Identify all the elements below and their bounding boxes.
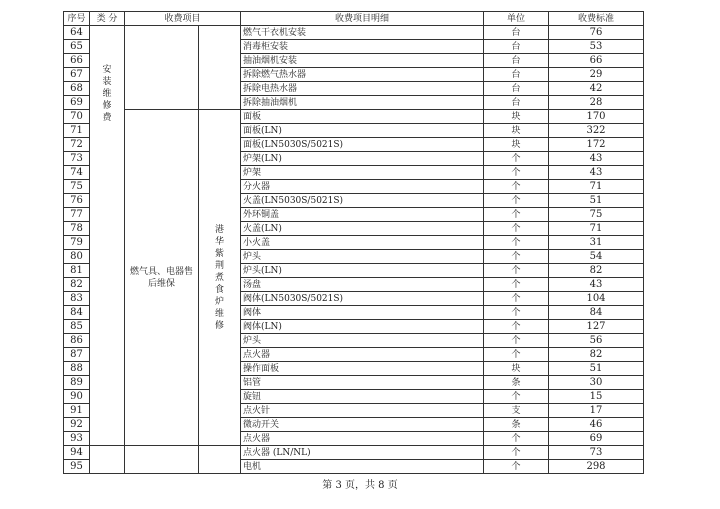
item-detail: 旋钮 bbox=[241, 390, 484, 404]
item-price: 82 bbox=[549, 264, 644, 278]
item-price: 69 bbox=[549, 432, 644, 446]
project-cell-empty bbox=[125, 26, 199, 110]
item-detail: 火盖(LN) bbox=[241, 222, 484, 236]
fee-table bbox=[63, 11, 644, 474]
item-price: 43 bbox=[549, 278, 644, 292]
header-category: 类 分 bbox=[90, 12, 125, 26]
project-label: 燃气具、电器售后维保 bbox=[129, 266, 193, 289]
item-price: 170 bbox=[549, 110, 644, 124]
header-no: 序号 bbox=[64, 12, 90, 26]
item-detail: 操作面板 bbox=[241, 362, 484, 376]
item-detail: 炉头 bbox=[241, 250, 484, 264]
item-detail: 微动开关 bbox=[241, 418, 484, 432]
item-price: 73 bbox=[549, 446, 644, 460]
item-unit: 台 bbox=[484, 54, 549, 68]
item-price: 127 bbox=[549, 320, 644, 334]
item-detail: 点火针 bbox=[241, 404, 484, 418]
row-number: 74 bbox=[64, 166, 90, 180]
item-price: 298 bbox=[549, 460, 644, 474]
item-price: 17 bbox=[549, 404, 644, 418]
item-detail: 外环铜盖 bbox=[241, 208, 484, 222]
header-project: 收费项目 bbox=[125, 12, 241, 26]
item-price: 71 bbox=[549, 222, 644, 236]
item-unit: 条 bbox=[484, 418, 549, 432]
row-number: 78 bbox=[64, 222, 90, 236]
item-unit: 个 bbox=[484, 278, 549, 292]
row-number: 89 bbox=[64, 376, 90, 390]
item-unit: 个 bbox=[484, 460, 549, 474]
item-unit: 个 bbox=[484, 166, 549, 180]
item-detail: 阀体(LN5030S/5021S) bbox=[241, 292, 484, 306]
row-number: 79 bbox=[64, 236, 90, 250]
item-unit: 支 bbox=[484, 404, 549, 418]
row-number: 92 bbox=[64, 418, 90, 432]
item-price: 15 bbox=[549, 390, 644, 404]
item-detail: 面板 bbox=[241, 110, 484, 124]
item-price: 46 bbox=[549, 418, 644, 432]
item-unit: 块 bbox=[484, 124, 549, 138]
item-price: 71 bbox=[549, 180, 644, 194]
item-detail: 汤盘 bbox=[241, 278, 484, 292]
item-detail: 点火器 bbox=[241, 348, 484, 362]
row-number: 82 bbox=[64, 278, 90, 292]
item-price: 53 bbox=[549, 40, 644, 54]
row-number: 86 bbox=[64, 334, 90, 348]
item-unit: 个 bbox=[484, 222, 549, 236]
item-price: 30 bbox=[549, 376, 644, 390]
item-detail: 炉头(LN) bbox=[241, 264, 484, 278]
item-unit: 个 bbox=[484, 334, 549, 348]
row-number: 71 bbox=[64, 124, 90, 138]
row-number: 69 bbox=[64, 96, 90, 110]
item-price: 172 bbox=[549, 138, 644, 152]
item-unit: 个 bbox=[484, 446, 549, 460]
item-unit: 个 bbox=[484, 292, 549, 306]
row-number: 77 bbox=[64, 208, 90, 222]
row-number: 88 bbox=[64, 362, 90, 376]
row-number: 94 bbox=[64, 446, 90, 460]
item-unit: 个 bbox=[484, 152, 549, 166]
row-number: 91 bbox=[64, 404, 90, 418]
item-unit: 台 bbox=[484, 82, 549, 96]
item-unit: 个 bbox=[484, 348, 549, 362]
subgroup-cell-empty bbox=[199, 446, 241, 474]
item-detail: 阀体 bbox=[241, 306, 484, 320]
item-unit: 块 bbox=[484, 138, 549, 152]
item-unit: 个 bbox=[484, 306, 549, 320]
item-detail: 点火器 (LN/NL) bbox=[241, 446, 484, 460]
item-price: 56 bbox=[549, 334, 644, 348]
row-number: 67 bbox=[64, 68, 90, 82]
item-price: 84 bbox=[549, 306, 644, 320]
item-detail: 面板(LN) bbox=[241, 124, 484, 138]
row-number: 80 bbox=[64, 250, 90, 264]
item-price: 29 bbox=[549, 68, 644, 82]
header-unit: 单位 bbox=[484, 12, 549, 26]
row-number: 87 bbox=[64, 348, 90, 362]
item-price: 322 bbox=[549, 124, 644, 138]
row-number: 90 bbox=[64, 390, 90, 404]
row-number: 85 bbox=[64, 320, 90, 334]
item-price: 51 bbox=[549, 362, 644, 376]
row-number: 83 bbox=[64, 292, 90, 306]
item-price: 66 bbox=[549, 54, 644, 68]
row-number: 84 bbox=[64, 306, 90, 320]
subgroup-cell-empty bbox=[199, 26, 241, 110]
row-number: 70 bbox=[64, 110, 90, 124]
item-unit: 个 bbox=[484, 180, 549, 194]
item-detail: 火盖(LN5030S/5021S) bbox=[241, 194, 484, 208]
row-number: 68 bbox=[64, 82, 90, 96]
row-number: 73 bbox=[64, 152, 90, 166]
table-row bbox=[64, 110, 644, 124]
item-detail: 面板(LN5030S/5021S) bbox=[241, 138, 484, 152]
row-number: 93 bbox=[64, 432, 90, 446]
item-price: 54 bbox=[549, 250, 644, 264]
item-unit: 台 bbox=[484, 26, 549, 40]
item-detail: 消毒柜安装 bbox=[241, 40, 484, 54]
item-detail: 拆除抽油烟机 bbox=[241, 96, 484, 110]
item-price: 82 bbox=[549, 348, 644, 362]
project-cell bbox=[125, 110, 199, 446]
item-detail: 拆除电热水器 bbox=[241, 82, 484, 96]
item-price: 76 bbox=[549, 26, 644, 40]
item-unit: 个 bbox=[484, 236, 549, 250]
table-row bbox=[64, 26, 644, 40]
category-cell bbox=[90, 26, 125, 446]
row-number: 95 bbox=[64, 460, 90, 474]
item-price: 28 bbox=[549, 96, 644, 110]
project-cell-empty bbox=[125, 446, 199, 474]
row-number: 72 bbox=[64, 138, 90, 152]
row-number: 76 bbox=[64, 194, 90, 208]
header-detail: 收费项目明细 bbox=[241, 12, 484, 26]
item-price: 43 bbox=[549, 152, 644, 166]
table-row bbox=[64, 446, 644, 460]
item-price: 42 bbox=[549, 82, 644, 96]
subgroup-label: 港华紫荆煮食炉维修 bbox=[214, 224, 224, 331]
item-price: 43 bbox=[549, 166, 644, 180]
row-number: 81 bbox=[64, 264, 90, 278]
item-unit: 个 bbox=[484, 194, 549, 208]
header-price: 收费标准 bbox=[549, 12, 644, 26]
row-number: 64 bbox=[64, 26, 90, 40]
row-number: 65 bbox=[64, 40, 90, 54]
item-unit: 个 bbox=[484, 208, 549, 222]
row-number: 75 bbox=[64, 180, 90, 194]
item-unit: 个 bbox=[484, 320, 549, 334]
row-number: 66 bbox=[64, 54, 90, 68]
item-unit: 条 bbox=[484, 376, 549, 390]
item-unit: 块 bbox=[484, 110, 549, 124]
item-unit: 台 bbox=[484, 40, 549, 54]
item-price: 104 bbox=[549, 292, 644, 306]
item-price: 51 bbox=[549, 194, 644, 208]
item-detail: 阀体(LN) bbox=[241, 320, 484, 334]
item-detail: 抽油烟机安装 bbox=[241, 54, 484, 68]
item-detail: 燃气干衣机安装 bbox=[241, 26, 484, 40]
category-cell-empty bbox=[90, 446, 125, 474]
item-unit: 个 bbox=[484, 250, 549, 264]
item-unit: 台 bbox=[484, 68, 549, 82]
item-detail: 点火器 bbox=[241, 432, 484, 446]
subgroup-cell bbox=[199, 110, 241, 446]
page-footer: 第 3 页，共 8 页 bbox=[322, 480, 398, 491]
item-price: 31 bbox=[549, 236, 644, 250]
item-detail: 炉架 bbox=[241, 166, 484, 180]
item-detail: 拆除燃气热水器 bbox=[241, 68, 484, 82]
item-detail: 铝管 bbox=[241, 376, 484, 390]
item-detail: 小火盖 bbox=[241, 236, 484, 250]
item-price: 75 bbox=[549, 208, 644, 222]
item-detail: 分火器 bbox=[241, 180, 484, 194]
item-unit: 个 bbox=[484, 432, 549, 446]
item-unit: 个 bbox=[484, 264, 549, 278]
item-unit: 台 bbox=[484, 96, 549, 110]
item-unit: 个 bbox=[484, 390, 549, 404]
table-header bbox=[64, 12, 644, 26]
item-unit: 块 bbox=[484, 362, 549, 376]
category-label: 安装维修费 bbox=[102, 65, 112, 123]
item-detail: 炉头 bbox=[241, 334, 484, 348]
item-detail: 电机 bbox=[241, 460, 484, 474]
item-detail: 炉架(LN) bbox=[241, 152, 484, 166]
